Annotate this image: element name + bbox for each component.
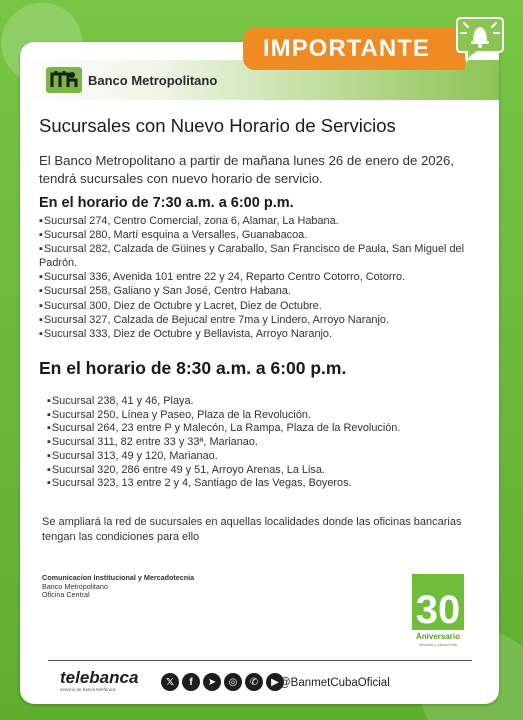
page-title: Sucursales con Nuevo Horario de Servicios — [39, 115, 396, 136]
list-item: ▪Sucursal 313, 49 y 120, Marianao. — [47, 449, 218, 462]
intro-text: El Banco Metropolitano a partir de mañana lunes 26 de enero de 2026, tendrá sucursales con nuevo horario de servicio. — [39, 153, 454, 186]
telegram-icon[interactable]: ➤ — [203, 673, 221, 691]
signature-office: Oficina Central — [42, 590, 90, 599]
whatsapp-icon[interactable]: ✆ — [245, 673, 263, 691]
importante-badge: IMPORTANTE — [243, 28, 465, 70]
list-item: ▪Sucursal 327, Calzada de Bejucal entre 7ma y Lindero, Arroyo Naranjo. — [39, 313, 389, 326]
svg-text:30: 30 — [415, 588, 461, 632]
notification-bell-icon — [455, 14, 505, 62]
svg-text:Aniversario: Aniversario — [415, 632, 461, 641]
social-handle[interactable]: @BanmetCubaOficial — [279, 677, 390, 689]
bank-logo-icon — [46, 67, 82, 93]
social-links — [161, 673, 284, 691]
list-item: ▪Sucursal 323, 13 entre 2 y 4, Santiago de las Vegas, Boyeros. — [47, 477, 352, 490]
section-title-late: En el horario de 8:30 a.m. a 6:00 p.m. — [39, 358, 347, 378]
list-item: ▪Sucursal 264, 23 entre P y Malecón, La Rampa, Plaza de la Revolución. — [47, 422, 401, 435]
list-item: ▪Sucursal 250, Línea y Paseo, Plaza de la Revolución. — [47, 408, 311, 421]
list-item: ▪Sucursal 300, Diez de Octubre y Lacret, Diez de Octubre. — [39, 299, 322, 312]
telebanca-subtitle: servicio de banca telefónica — [60, 687, 116, 692]
section-title-early: En el horario de 7:30 a.m. a 6:00 p.m. — [39, 195, 294, 211]
signature-department: Comunicacion Institucional y Mercadotecnia — [42, 573, 195, 582]
bank-name: Banco Metropolitano — [88, 72, 218, 88]
youtube-icon[interactable]: ▶ — [266, 673, 284, 691]
list-item: ▪Sucursal 282, Calzada de Güines y Caraballo, San Francisco de Paula, San Miguel del Padrón. — [39, 243, 465, 270]
svg-text:Servicios y Calidad Total: Servicios y Calidad Total — [418, 643, 458, 647]
footer-divider — [48, 660, 472, 661]
telebanca-brand: telebanca — [60, 668, 139, 687]
anniversary-logo-icon — [412, 574, 464, 648]
list-item: ▪Sucursal 274, Centro Comercial, zona 6, Alamar, La Habana. — [39, 215, 339, 227]
footnote: Se ampliará la red de sucursales en aquellas localidades donde las oficinas bancarias tengan las condiciones para ello — [42, 516, 462, 543]
list-item: ▪Sucursal 333, Diez de Octubre y Bellavista, Arroyo Naranjo. — [39, 327, 333, 340]
facebook-icon[interactable]: f — [182, 673, 200, 691]
branch-list-late — [47, 395, 477, 491]
bank-logo — [46, 67, 217, 93]
list-item: ▪Sucursal 320, 286 entre 49 y 51, Arroyo Arenas, La Lisa. — [47, 463, 325, 476]
x-twitter-icon[interactable]: 𝕏 — [161, 673, 179, 691]
branch-list-early — [39, 214, 483, 341]
telebanca-logo — [60, 668, 139, 692]
list-item: ▪Sucursal 311, 82 entre 33 y 33ª, Marianao. — [47, 436, 258, 449]
list-item: ▪Sucursal 336, Avenida 101 entre 22 y 24, Reparto Centro Cotorro, Cotorro. — [39, 271, 406, 284]
list-item: ▪Sucursal 258, Galiano y San José, Centro Habana. — [39, 285, 291, 298]
instagram-icon[interactable]: ◎ — [224, 673, 242, 691]
list-item: ▪Sucursal 280, Martí esquina a Versalles, Guanabacoa. — [39, 229, 308, 242]
signature-bank: Banco Metropolitano — [42, 581, 108, 591]
signature-block — [42, 574, 194, 600]
list-item: ▪Sucursal 238, 41 y 46, Playa. — [47, 395, 194, 407]
